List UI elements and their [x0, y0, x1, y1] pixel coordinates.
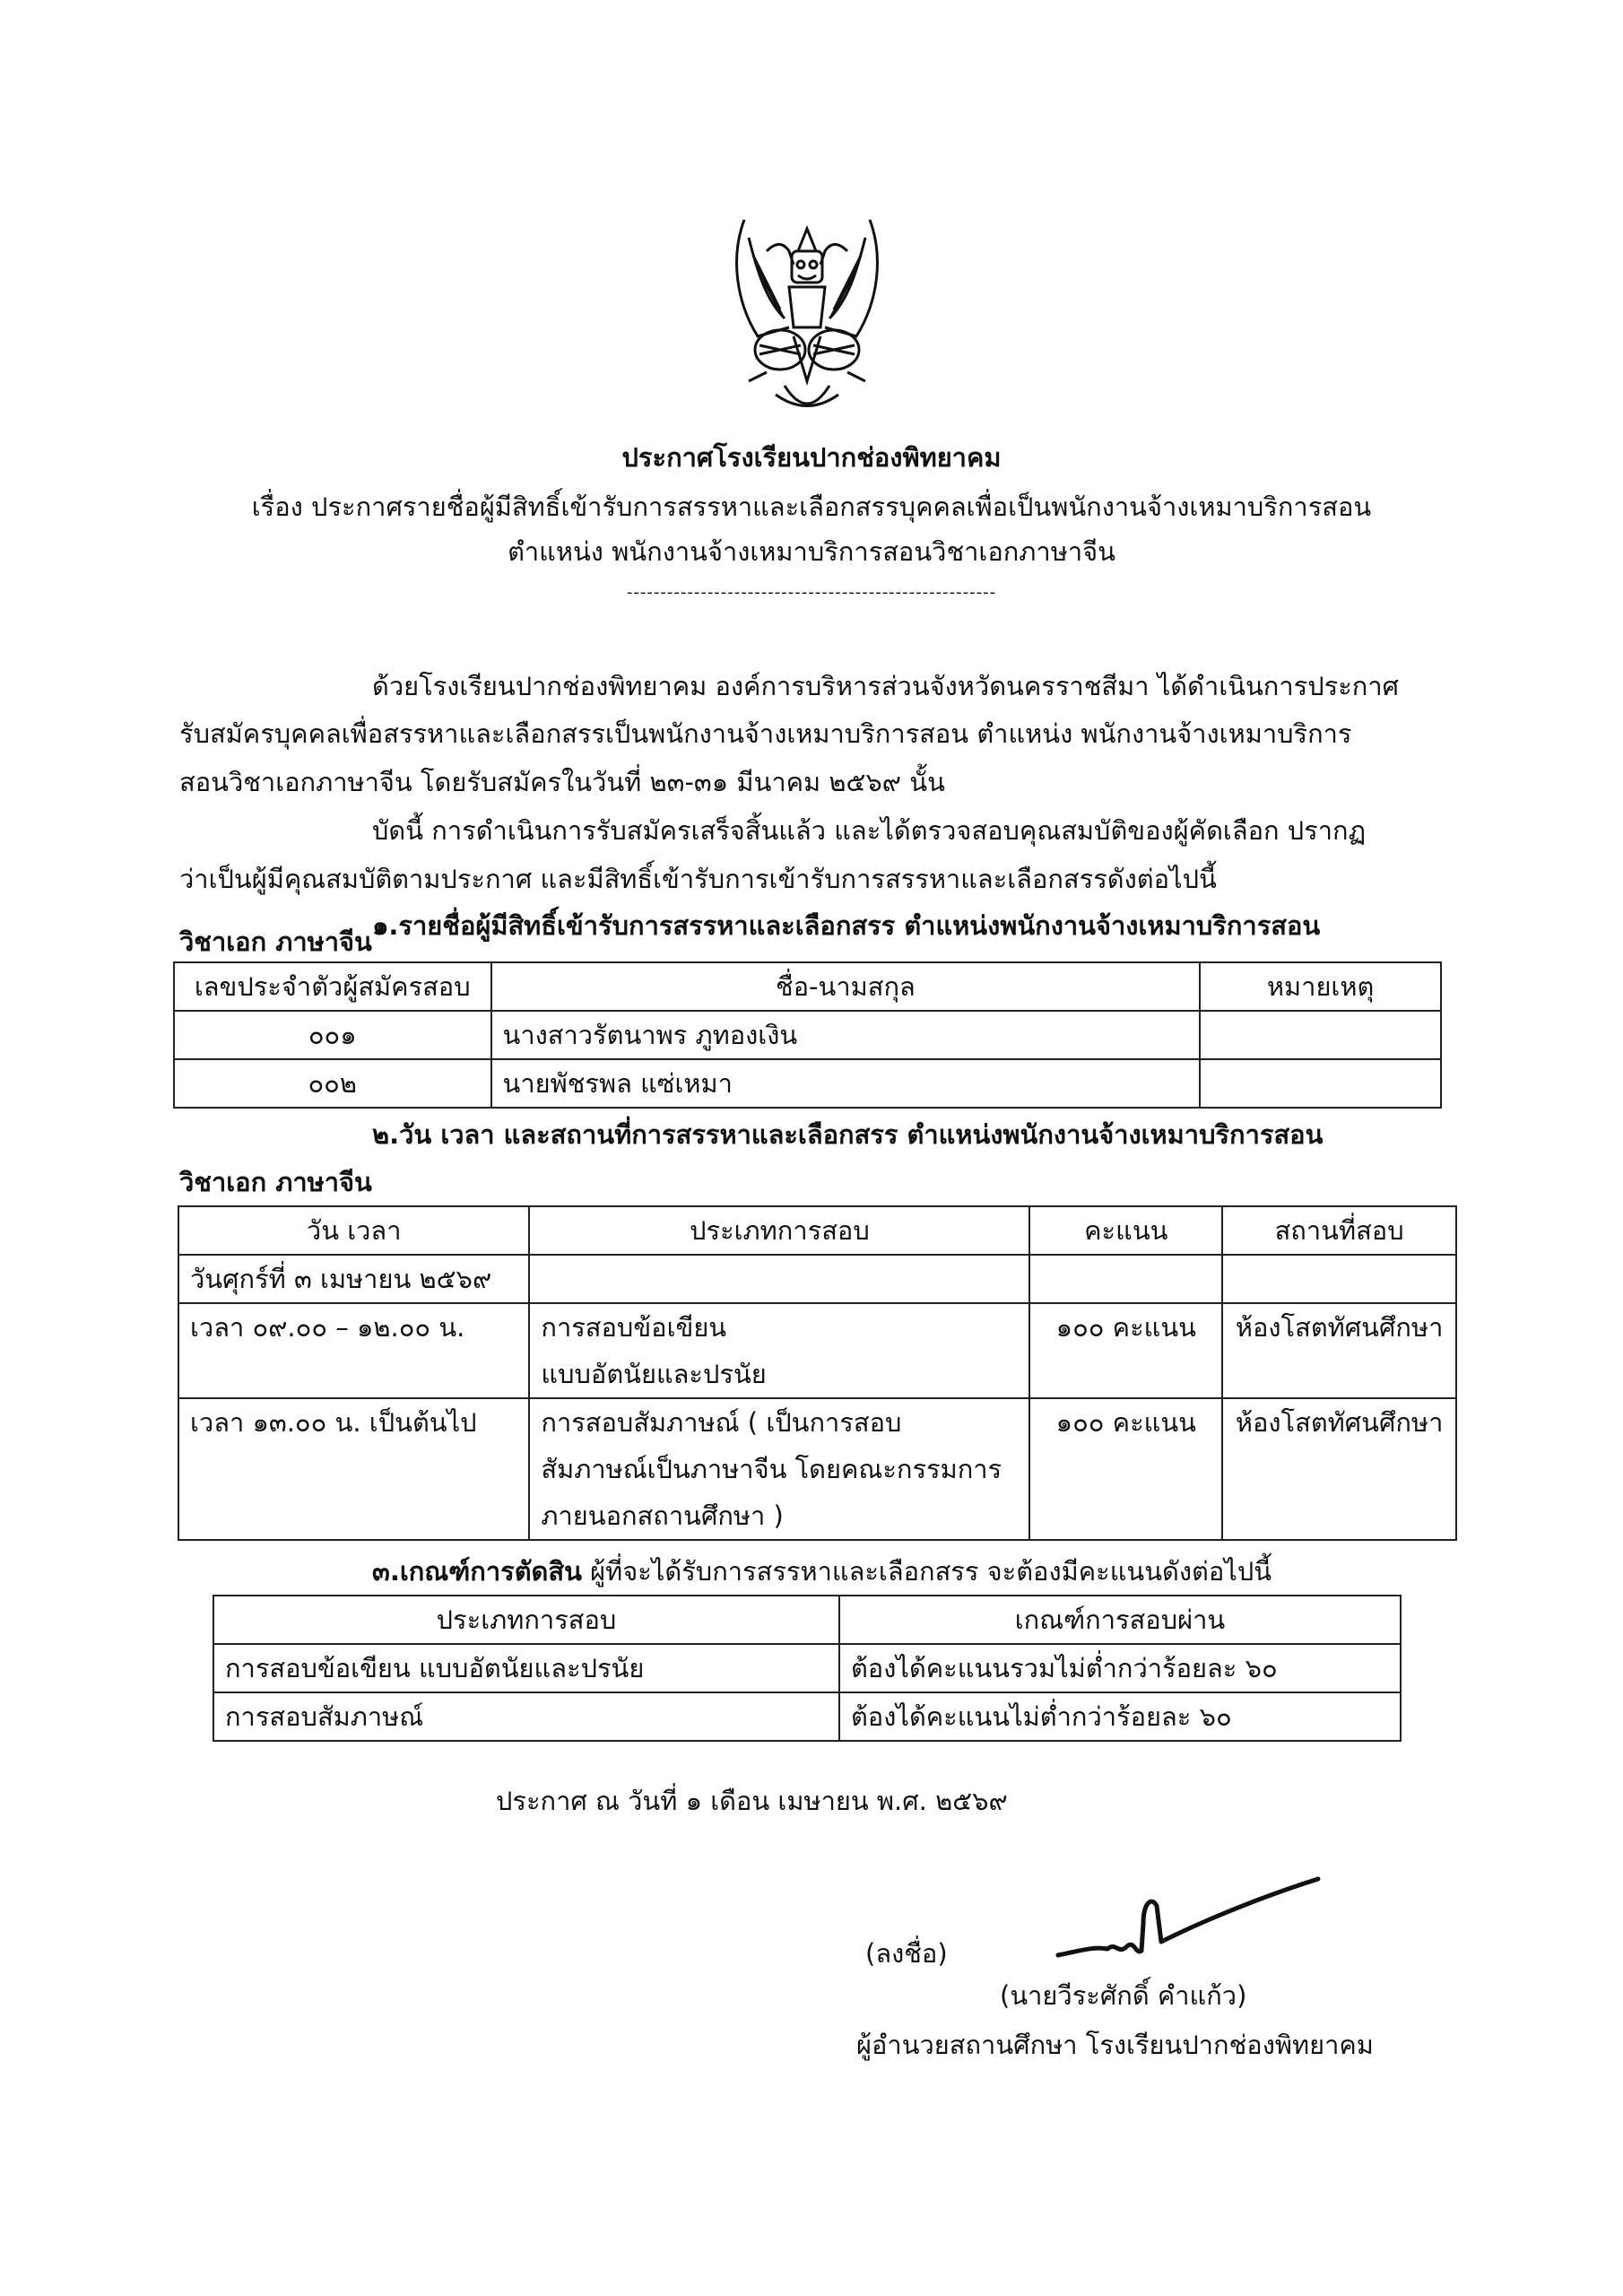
column-header: เกณฑ์การสอบผ่าน	[839, 1596, 1401, 1644]
table-row	[213, 1644, 1401, 1692]
criteria-pass: ต้องได้คะแนนรวมไม่ต่ำกว่าร้อยละ ๖๐	[839, 1644, 1401, 1692]
criteria-pass: ต้องได้คะแนนไม่ต่ำกว่าร้อยละ ๖๐	[839, 1692, 1401, 1741]
exam-type-line: แบบอัตนัยและปรนัย	[541, 1359, 767, 1389]
exam-score: ๑๐๐ คะแนน	[1029, 1398, 1222, 1540]
paragraph-2-line-2: ว่าเป็นผู้มีคุณสมบัติตามประกาศ และมีสิทธิ์เข้ารับการเข้ารับการสรรหาและเลือกสรรดังต่อไปนี้	[179, 864, 1217, 894]
exam-type-line: สัมภาษณ์เป็นภาษาจีน โดยคณะกรรมการ	[541, 1454, 1002, 1484]
document-position: ตำแหน่ง พนักงานจ้างเหมาบริการสอนวิชาเอกภาษาจีน	[508, 536, 1115, 567]
paragraph-1-line-2: รับสมัครบุคคลเพื่อสรรหาและเลือกสรรเป็นพนักงานจ้างเหมาบริการสอน ตำแหน่ง พนักงานจ้างเหมาบริการ	[179, 718, 1352, 749]
exam-place: ห้องโสตทัศนศึกษา	[1222, 1303, 1456, 1398]
garuda-emblem-icon	[695, 202, 919, 422]
table-row	[174, 1011, 1441, 1059]
exam-type	[529, 1303, 1029, 1398]
column-header: ชื่อ-นามสกุล	[491, 962, 1201, 1011]
schedule-table	[178, 1205, 1457, 1541]
table-row	[213, 1692, 1401, 1741]
signer-title: ผู้อำนวยสถานศึกษา โรงเรียนปากช่องพิทยาคม	[856, 2030, 1374, 2060]
section-3-heading-label: ๓.เกณฑ์การตัดสิน	[372, 1556, 582, 1587]
paragraph-2-line-1: บัดนี้ การดำเนินการรับสมัครเสร็จสิ้นแล้ว และได้ตรวจสอบคุณสมบัติของผู้คัดเลือก ปรากฏ	[372, 815, 1367, 846]
column-header: ประเภทการสอบ	[529, 1206, 1029, 1255]
candidate-note	[1200, 1059, 1441, 1108]
criteria-exam-type: การสอบสัมภาษณ์	[213, 1692, 839, 1741]
criteria-table	[213, 1595, 1402, 1742]
candidate-id: ๐๐๒	[174, 1059, 491, 1108]
column-header: สถานที่สอบ	[1222, 1206, 1456, 1255]
column-header: หมายเหตุ	[1200, 962, 1441, 1011]
announcement-date: ประกาศ ณ วันที่ ๑ เดือน เมษายน พ.ศ. ๒๕๖๙	[496, 1786, 1008, 1816]
section-2-subheading: วิชาเอก ภาษาจีน	[179, 1167, 372, 1197]
table-header-row	[178, 1206, 1456, 1255]
header-divider: -------------------------------------------------------	[626, 583, 997, 602]
column-header: เลขประจำตัวผู้สมัครสอบ	[174, 962, 491, 1011]
section-2-heading: ๒.วัน เวลา และสถานที่การสรรหาและเลือกสรร ตำแหน่งพนักงานจ้างเหมาบริการสอน	[372, 1119, 1324, 1150]
exam-type-line: การสอบข้อเขียน	[541, 1312, 727, 1343]
column-header: คะแนน	[1029, 1206, 1222, 1255]
table-row	[178, 1255, 1456, 1303]
section-3-heading-text: ผู้ที่จะได้รับการสรรหาและเลือกสรร จะต้องมีคะแนนดังต่อไปนี้	[581, 1556, 1272, 1587]
table-row	[178, 1303, 1456, 1398]
table-header-row	[174, 962, 1441, 1011]
section-1-heading: ๑.รายชื่อผู้มีสิทธิ์เข้ารับการสรรหาและเลือกสรร ตำแหน่งพนักงานจ้างเหมาบริการสอน	[372, 910, 1321, 941]
column-header: ประเภทการสอบ	[213, 1596, 839, 1644]
signature-icon	[1054, 1870, 1323, 1969]
signer-name: (นายวีระศักดิ์ คำแก้ว)	[1000, 1980, 1247, 2011]
exam-type-line: การสอบสัมภาษณ์ ( เป็นการสอบ	[541, 1407, 902, 1438]
exam-score: ๑๐๐ คะแนน	[1029, 1303, 1222, 1398]
candidate-note	[1200, 1011, 1441, 1059]
sign-label: (ลงชื่อ)	[865, 1938, 948, 1969]
candidate-name: นางสาวรัตนาพร ภูทองเงิน	[491, 1011, 1201, 1059]
exam-place: ห้องโสตทัศนศึกษา	[1222, 1398, 1456, 1540]
candidates-table	[173, 961, 1442, 1109]
table-row	[178, 1398, 1456, 1540]
document-subject: เรื่อง ประกาศรายชื่อผู้มีสิทธิ์เข้ารับการสรรหาและเลือกสรรบุคคลเพื่อเป็นพนักงานจ้างเหมาบริการสอน	[251, 491, 1372, 522]
exam-type	[529, 1398, 1029, 1540]
candidate-name: นายพัชรพล แซ่เหมา	[491, 1059, 1201, 1108]
exam-time: เวลา ๐๙.๐๐ – ๑๒.๐๐ น.	[178, 1303, 529, 1398]
section-3-heading	[372, 1553, 1271, 1589]
table-header-row	[213, 1596, 1401, 1644]
document-title: ประกาศโรงเรียนปากช่องพิทยาคม	[621, 442, 1002, 473]
criteria-exam-type: การสอบข้อเขียน แบบอัตนัยและปรนัย	[213, 1644, 839, 1692]
column-header: วัน เวลา	[178, 1206, 529, 1255]
exam-time: เวลา ๑๓.๐๐ น. เป็นต้นไป	[178, 1398, 529, 1540]
table-row	[174, 1059, 1441, 1108]
paragraph-1-line-1: ด้วยโรงเรียนปากช่องพิทยาคม องค์การบริหารส่วนจังหวัดนครราชสีมา ได้ดำเนินการประกาศ	[372, 671, 1400, 701]
candidate-id: ๐๐๑	[174, 1011, 491, 1059]
paragraph-1-line-3: สอนวิชาเอกภาษาจีน โดยรับสมัครในวันที่ ๒๓-๓๑ มีนาคม ๒๕๖๙ นั้น	[179, 767, 945, 797]
section-1-subheading: วิชาเอก ภาษาจีน	[179, 926, 372, 957]
exam-date: วันศุกร์ที่ ๓ เมษายน ๒๕๖๙	[178, 1255, 529, 1303]
exam-type-line: ภายนอกสถานศึกษา )	[541, 1500, 784, 1531]
